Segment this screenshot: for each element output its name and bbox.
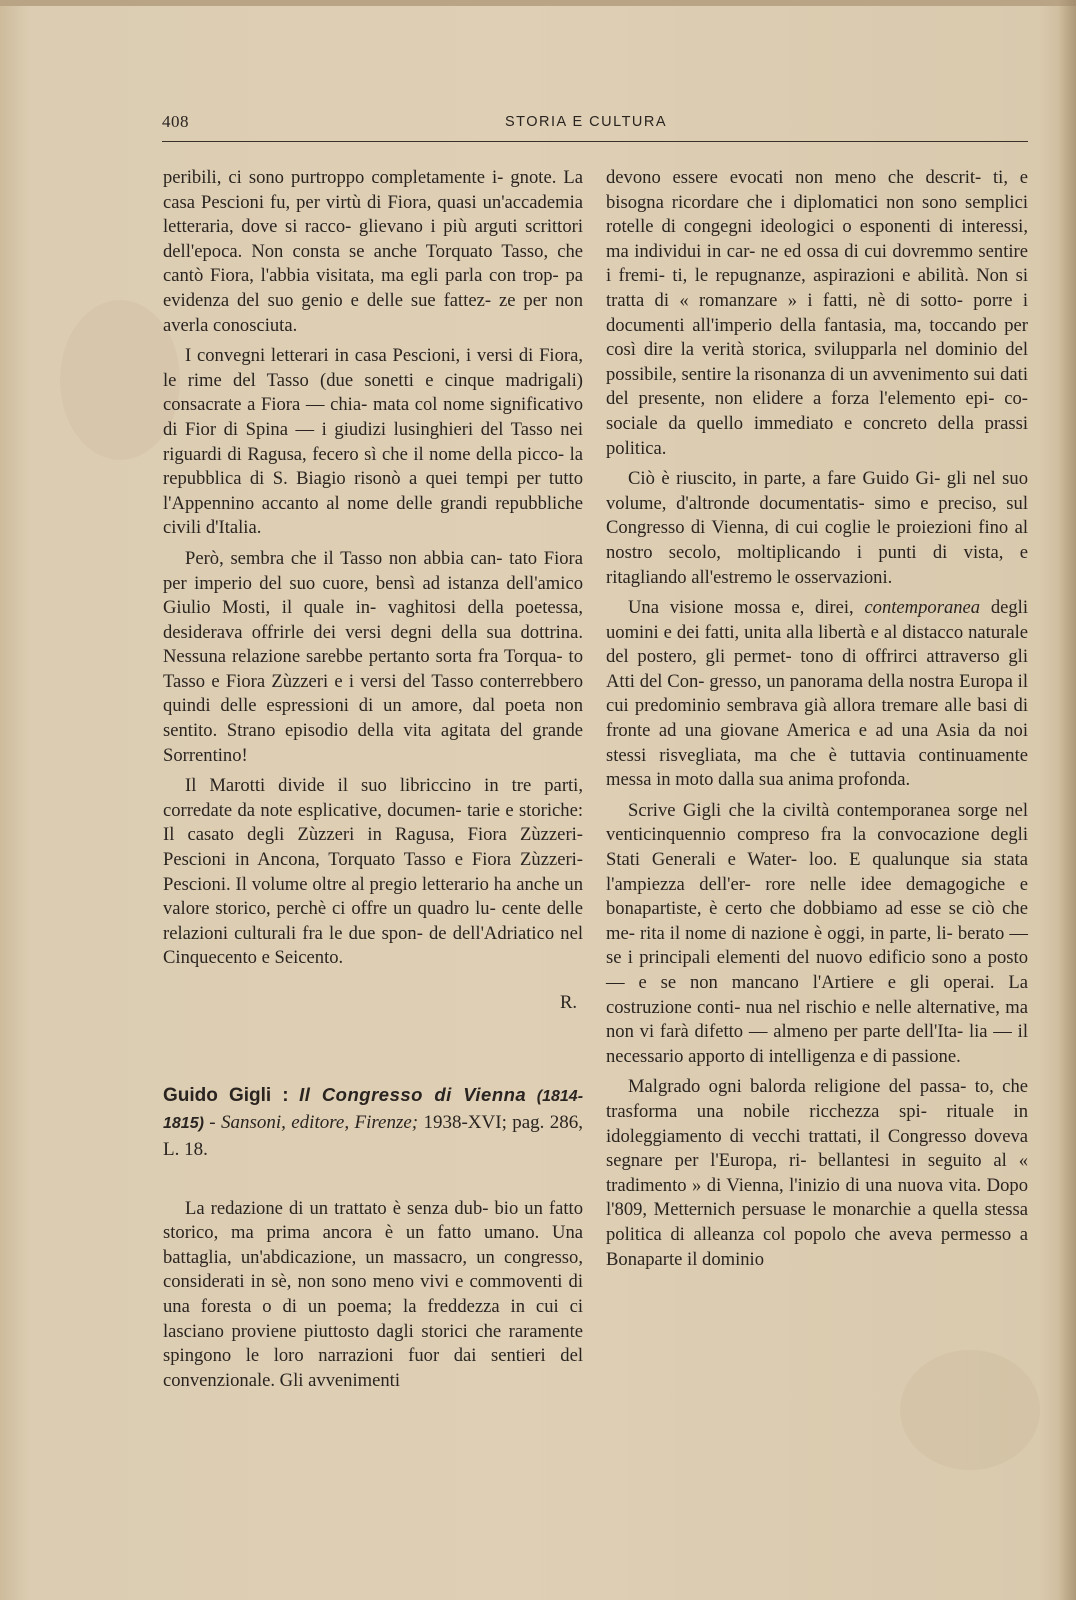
right-column xyxy=(606,166,1028,1272)
paragraph xyxy=(606,596,1028,793)
page-header xyxy=(162,108,1028,144)
page-top-edge xyxy=(0,0,1076,6)
paragraph: Ciò è riuscito, in parte, a fare Guido Gi- gli nel suo volume, d'altronde documentatis- simo e preciso, sul Congresso di Vienna, di cui coglie le proiezioni fino al nostro secolo, moltiplicando i punti di vista, e ritagliando all'estremo le osservazioni. xyxy=(606,468,1028,588)
review-heading xyxy=(163,1082,583,1163)
paragraph: I convegni letterari in casa Pescioni, i versi di Fiora, le rime del Tasso (due sonetti e cinque madrigali) consacrate a Fiora — chia- mata col nome significativo di Fior di Spina — i giudizi lusinghieri del Tasso nei riguardi di Ragusa, fecero sì che il nome della picco- la repubblica di S. Biagio risonò a quei tempi per tutto l'Appennino accanto al nome delle grandi repubbliche civili d'Italia. xyxy=(163,345,583,539)
page-number: 408 xyxy=(162,112,189,131)
paragraph: Scrive Gigli che la civiltà contemporanea sorge nel venticinquennio compreso fra la convocazione degli Stati Generali e Water- loo. E qualunque sia stata l'ampiezza dell'er- rore nelle idee demagogiche e bonapartiste, è certo che dobbiamo ad esse se ciò che me- rita il nome di nazione è oggi, in parte, li- berato — se i principali elementi del nuovo edificio sono a posto — e se non mancano l'Artiere e gli operai. La costruzione conti- nua nel rischio e nelle alternative, ma non vi farà difetto — almeno per parte dell'Ita- lia — il necessario apporto di intelligenza e di passione. xyxy=(606,799,1028,1067)
paper-stain xyxy=(60,300,180,460)
paragraph: Però, sembra che il Tasso non abbia can- tato Fiora per imperio del suo cuore, bensì ad istanza dell'amico Giulio Mosti, il quale in- vaghitosi della poetessa, desiderava offrirle dei versi degni della sua dottrina. Nessuna relazione sarebbe pertanto sorta fra Torqua- to Tasso e Fiora Zùzzeri e i versi del Tasso conterrebbero quindi delle espressioni di un amore, dal poeta non sentito. Strano episodio della vita agitata del grande Sorrentino! xyxy=(163,547,583,766)
review-author: Guido Gigli : xyxy=(163,1084,289,1106)
review-signature: R. xyxy=(559,992,577,1013)
review-publisher: - Sansoni, editore, Firenze; xyxy=(209,1111,419,1133)
italic-word: contemporanea xyxy=(864,597,981,619)
paragraph: devono essere evocati non meno che descrit- ti, e bisogna ricordare che i diplomatici non sono semplici rotelle di congegni ideologici o esponenti di interessi, ma individui in car- ne ed ossa di cui dovremmo sentire i fremi- ti, le repugnanze, aspirazioni e abilità. Non si tratta di « romanzare » i fatti, nè di sotto- porre i documenti all'imperio della fantasia, ma, toccando per così dire la verità storica, svilupparla nel dominio del possibile, sentire la risonanza di un avvenimento sui dati del presente, non elidere a forza l'elemento epi- co-sociale da quello immediato e concreto della prassi politica. xyxy=(606,167,1028,459)
review-book-title: Il Congresso di Vienna xyxy=(299,1083,527,1105)
paragraph: La redazione di un trattato è senza dub- bio un fatto storico, ma prima ancora è un fatto umano. Una battaglia, un'abdicazione, un massacro, un congresso, considerati in sè, non sono meno vivi e commoventi di una foresta o di un poema; la freddezza in cui ci lasciano proviene piuttosto dagli storici che raramente spingono le loro narrazioni fuor dai sentieri del convenzionale. Gli avvenimenti xyxy=(163,1197,583,1391)
text-span: degli uomini e dei fatti, unita alla libertà e al distacco naturale del postero, gli permet- tono di offrirci attraverso gli Atti del Con- gresso, un panorama della nostra Europa il cui predominio sembrava già allora tremare alle basi di fronte ad una giovane America e ad una Asia da noi stessi risvegliata, ma che è tuttavia continuamente messa in moto dalla sua anima profonda. xyxy=(606,597,1029,791)
review-book-dates: (1814-1815) xyxy=(163,1087,584,1132)
header-rule xyxy=(162,141,1028,142)
text-span: Una visione mossa e, direi, xyxy=(628,597,854,619)
paragraph: Malgrado ogni balorda religione del passa- to, che trasforma una nobile ricchezza spi- rituale in idoleggiamento di vecchi trattati, il Congresso doveva segnare per l'Europa, ri- bellantesi in seguito al « tradimento » di Vienna, l'inizio di una nuova vita. Dopo l'809, Metternich persuase le monarchie a quella stessa politica di alleanza col popolo che aveva permesso a Bonaparte il dominio xyxy=(606,1076,1028,1270)
page-binding-shadow xyxy=(1058,0,1076,1600)
paragraph: Il Marotti divide il suo libriccino in tre parti, corredate da note esplicative, documen- tarie e storiche: Il casato degli Zùzzeri in Ragusa, Fiora Zùzzeri-Pescioni in Ancona, Torquato Tasso e Fiora Zùzzeri-Pescioni. Il volume oltre al pregio letterario ha anche un valore storico, perchè ci offre un quadro lu- cente delle relazioni culturali fra le due spon- de dell'Adriatico nel Cinquecento e Seicento. xyxy=(163,775,583,969)
review-body xyxy=(163,1197,583,1394)
paragraph: peribili, ci sono purtroppo completamente i- gnote. La casa Pescioni fu, per virtù di Fiora, quasi un'accademia letteraria, dove si racco- glievano i più arguti scrittori dell'epoca. Non consta se anche Torquato Tasso, che cantò Fiora, l'abbia visitata, ma egli parla con trop- pa evidenza del suo genio e delle sue fattez- ze per non averla conosciuta. xyxy=(163,167,583,336)
review-details: 1938-XVI; pag. 286, L. 18. xyxy=(163,1111,584,1160)
paper-stain xyxy=(900,1350,1040,1470)
running-head: STORIA E CULTURA xyxy=(505,114,668,130)
left-column xyxy=(163,166,583,1393)
